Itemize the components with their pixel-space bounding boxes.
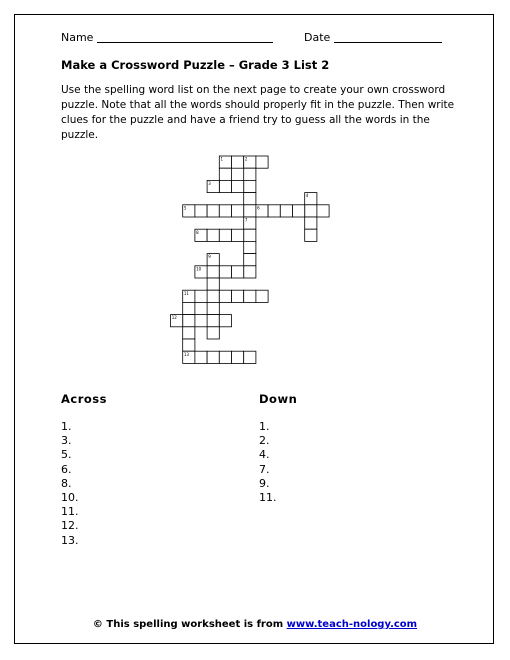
crossword-cell[interactable] (219, 351, 231, 363)
crossword-cell[interactable] (244, 290, 256, 302)
crossword-cell[interactable] (305, 229, 317, 241)
footer-credit (0, 618, 510, 631)
crossword-cell[interactable] (183, 302, 195, 314)
crossword-cell[interactable] (232, 205, 244, 217)
down-clue-list (259, 420, 277, 505)
crossword-cell[interactable] (317, 205, 329, 217)
crossword-cell[interactable] (195, 315, 207, 327)
crossword-cell[interactable] (244, 241, 256, 253)
across-clue: 8. (61, 476, 72, 490)
across-clue-list (61, 420, 79, 548)
crossword-cell[interactable] (183, 315, 195, 327)
crossword-cell[interactable] (305, 217, 317, 229)
clue-number: 6 (257, 205, 260, 211)
crossword-cell[interactable] (207, 302, 219, 314)
clue-number: 5 (183, 205, 187, 211)
crossword-cell[interactable] (244, 351, 256, 363)
down-clue: 1. (259, 420, 270, 433)
crossword-cell[interactable] (232, 229, 244, 241)
crossword-cell[interactable] (207, 327, 219, 339)
crossword-cell[interactable] (219, 315, 231, 327)
crossword-cell[interactable] (280, 205, 292, 217)
down-clue: 7. (259, 462, 270, 476)
across-clue: 6. (61, 462, 72, 476)
crossword-cell[interactable] (207, 229, 219, 241)
clue-number: 8 (196, 229, 199, 235)
name-label: Name (61, 31, 94, 44)
crossword-cell[interactable] (305, 205, 317, 217)
crossword-cell[interactable] (244, 193, 256, 205)
crossword-cell[interactable] (244, 168, 256, 180)
crossword-cell[interactable] (207, 290, 219, 302)
crossword-cell[interactable] (244, 254, 256, 266)
crossword-cell[interactable] (183, 339, 195, 351)
across-heading: Across (61, 392, 107, 406)
down-heading: Down (259, 392, 298, 406)
crossword-cell[interactable] (256, 156, 268, 168)
clue-number: 9 (208, 254, 211, 260)
date-label: Date (304, 31, 331, 44)
crossword-cell[interactable] (207, 351, 219, 363)
crossword-cell[interactable] (207, 278, 219, 290)
crossword-cell[interactable] (232, 290, 244, 302)
crossword-cell[interactable] (219, 229, 231, 241)
crossword-cells (171, 156, 330, 363)
across-clue: 1. (61, 420, 72, 433)
across-clue: 3. (61, 434, 72, 448)
clue-number: 10 (196, 266, 202, 272)
across-clue: 11. (61, 505, 79, 519)
footer-link[interactable]: www.teach-nology.com (286, 619, 418, 630)
crossword-cell[interactable] (232, 180, 244, 192)
down-clue: 11. (259, 491, 277, 505)
crossword-cell[interactable] (256, 290, 268, 302)
worksheet-title: Make a Crossword Puzzle – Grade 3 List 2 (61, 58, 330, 72)
crossword-cell[interactable] (219, 168, 231, 180)
crossword-cell[interactable] (244, 266, 256, 278)
crossword-cell[interactable] (219, 290, 231, 302)
crossword-cell[interactable] (268, 205, 280, 217)
crossword-cell[interactable] (219, 266, 231, 278)
crossword-cell[interactable] (244, 229, 256, 241)
crossword-cell[interactable] (207, 205, 219, 217)
clue-number: 1 (220, 156, 224, 162)
across-clue: 13. (61, 533, 79, 547)
crossword-cell[interactable] (219, 180, 231, 192)
crossword-cell[interactable] (183, 327, 195, 339)
crossword-cell[interactable] (244, 180, 256, 192)
clue-number: 12 (171, 315, 177, 321)
clue-number: 11 (183, 290, 189, 296)
across-clue: 12. (61, 519, 79, 533)
instructions-paragraph: Use the spelling word list on the next page to create your own crossword puzzle. Note that all the words should properly fit in the puzzle. Then write clues for the puzzle and have a friend try to guess all the words in the puzzle. (61, 84, 455, 141)
down-clue: 9. (259, 476, 270, 490)
crossword-cell[interactable] (207, 315, 219, 327)
clue-number: 4 (305, 193, 309, 199)
clue-number: 3 (208, 181, 211, 186)
crossword-cell[interactable] (195, 351, 207, 363)
crossword-cell[interactable] (244, 205, 256, 217)
crossword-cell[interactable] (195, 205, 207, 217)
down-clue: 2. (259, 434, 270, 448)
crossword-cell[interactable] (232, 351, 244, 363)
crossword-cell[interactable] (232, 156, 244, 168)
clue-number: 13 (183, 351, 189, 357)
down-clue: 4. (259, 448, 270, 462)
across-clue: 10. (61, 491, 79, 505)
clue-number: 2 (244, 156, 248, 162)
clue-number: 7 (244, 217, 248, 223)
crossword-cell[interactable] (232, 266, 244, 278)
crossword-cell[interactable] (207, 266, 219, 278)
crossword-cell[interactable] (195, 290, 207, 302)
crossword-cell[interactable] (293, 205, 305, 217)
crossword-cell[interactable] (219, 205, 231, 217)
footer-text: © This spelling worksheet is from (92, 619, 287, 630)
across-clue: 5. (61, 448, 72, 462)
